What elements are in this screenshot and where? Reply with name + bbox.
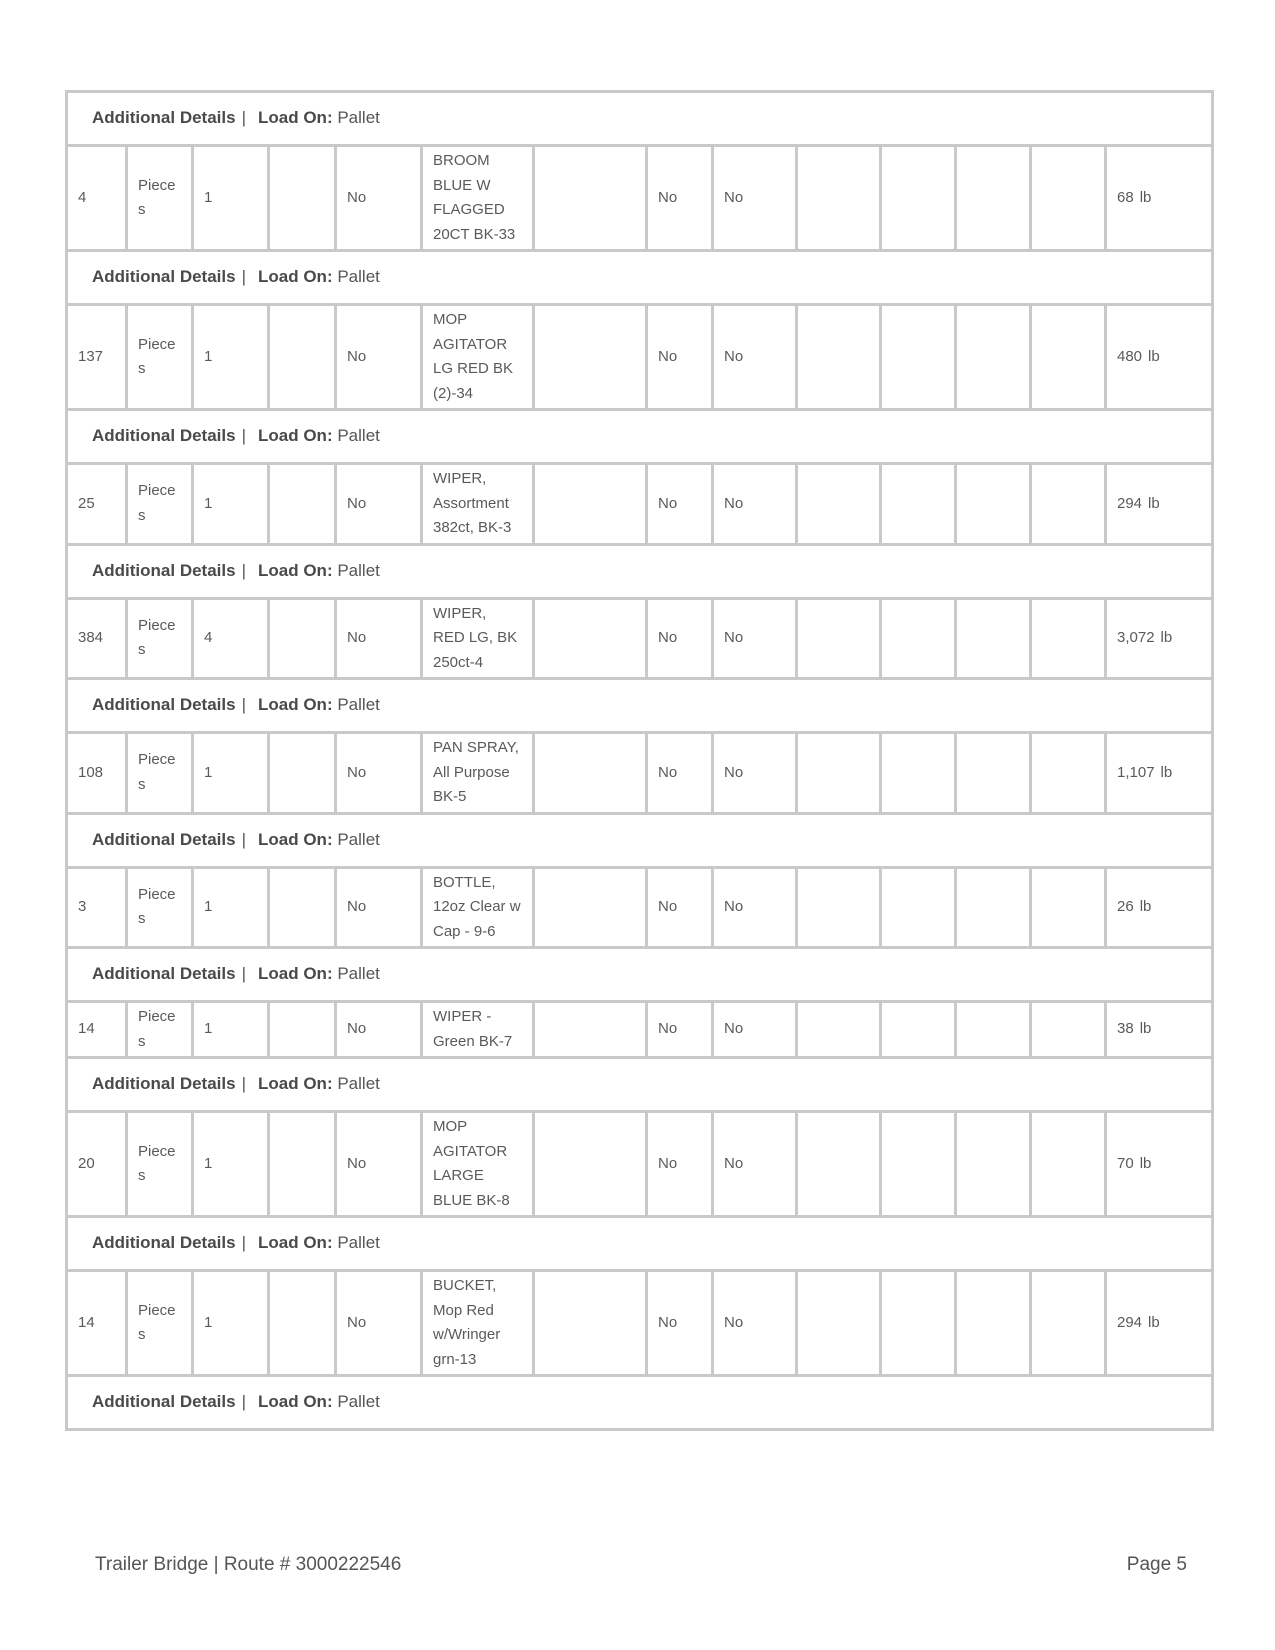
hazmat-cell: No (336, 1112, 422, 1217)
flag-cell: No (713, 146, 797, 251)
handling-units-cell: 1 (193, 464, 269, 545)
weight-unit: lb (1139, 1020, 1152, 1038)
quantity-cell: 25 (67, 464, 127, 545)
flag-cell: No (647, 733, 713, 814)
details-separator: | (241, 964, 246, 984)
load-on-label: Load On: (258, 426, 333, 446)
hazmat-cell: No (336, 733, 422, 814)
additional-details-row (67, 679, 1213, 733)
quantity-cell: 108 (67, 733, 127, 814)
additional-details-cell (67, 544, 1213, 598)
description-cell: BROOM BLUE W FLAGGED 20CT BK-33 (422, 146, 534, 251)
hazmat-cell: No (336, 305, 422, 410)
description-cell: MOP AGITATOR LG RED BK (2)-34 (422, 305, 534, 410)
additional-details-label: Additional Details (92, 1392, 236, 1412)
load-on-value: Pallet (337, 1074, 380, 1094)
freight-items-body (67, 92, 1213, 1430)
hazmat-cell: No (336, 867, 422, 948)
empty-cell (797, 464, 881, 545)
flag-cell: No (647, 464, 713, 545)
additional-details-label: Additional Details (92, 964, 236, 984)
empty-cell (269, 1002, 336, 1058)
details-separator: | (241, 695, 246, 715)
empty-cell (797, 867, 881, 948)
flag-cell: No (713, 867, 797, 948)
additional-details-label: Additional Details (92, 1074, 236, 1094)
load-on-label: Load On: (258, 560, 333, 580)
load-on-label: Load On: (258, 108, 333, 128)
additional-details-cell (67, 679, 1213, 733)
additional-details-label: Additional Details (92, 426, 236, 446)
flag-cell: No (647, 1271, 713, 1376)
empty-cell (269, 464, 336, 545)
empty-cell (797, 733, 881, 814)
hazmat-cell: No (336, 464, 422, 545)
unit-cell: Pieces (127, 1112, 193, 1217)
description-cell: MOP AGITATOR LARGE BLUE BK-8 (422, 1112, 534, 1217)
empty-cell (881, 1271, 956, 1376)
load-on-value: Pallet (337, 1233, 380, 1253)
flag-cell: No (713, 305, 797, 410)
additional-details-cell (67, 1058, 1213, 1112)
load-on-label: Load On: (258, 1074, 333, 1094)
unit-cell: Pieces (127, 146, 193, 251)
empty-cell (269, 867, 336, 948)
description-cell: BUCKET, Mop Red w/Wringer grn-13 (422, 1271, 534, 1376)
empty-cell (881, 305, 956, 410)
handling-units-cell: 1 (193, 733, 269, 814)
empty-cell (1031, 1112, 1106, 1217)
empty-cell (534, 464, 647, 545)
flag-cell: No (647, 598, 713, 679)
details-separator: | (241, 829, 246, 849)
additional-details-cell (67, 813, 1213, 867)
handling-units-cell: 1 (193, 1112, 269, 1217)
empty-cell (881, 598, 956, 679)
flag-cell: No (713, 1002, 797, 1058)
load-on-label: Load On: (258, 695, 333, 715)
unit-cell: Pieces (127, 464, 193, 545)
empty-cell (956, 733, 1031, 814)
empty-cell (797, 1271, 881, 1376)
empty-cell (881, 1002, 956, 1058)
load-on-value: Pallet (337, 560, 380, 580)
empty-cell (534, 305, 647, 410)
weight-value: 294 (1117, 494, 1143, 512)
load-on-label: Load On: (258, 829, 333, 849)
weight-cell (1106, 1271, 1213, 1376)
flag-cell: No (713, 1112, 797, 1217)
quantity-cell: 384 (67, 598, 127, 679)
weight-value: 26 (1117, 898, 1134, 915)
unit-cell: Pieces (127, 867, 193, 948)
additional-details-row (67, 948, 1213, 1002)
empty-cell (881, 733, 956, 814)
hazmat-cell: No (336, 1271, 422, 1376)
flag-cell: No (713, 598, 797, 679)
handling-units-cell: 1 (193, 146, 269, 251)
additional-details-cell (67, 92, 1213, 146)
additional-details-row (67, 1376, 1213, 1430)
details-separator: | (241, 1074, 246, 1094)
additional-details-cell (67, 251, 1213, 305)
empty-cell (881, 464, 956, 545)
weight-unit: lb (1139, 188, 1152, 206)
flag-cell: No (647, 1002, 713, 1058)
details-separator: | (241, 560, 246, 580)
empty-cell (881, 1112, 956, 1217)
flag-cell: No (713, 464, 797, 545)
unit-cell: Pieces (127, 305, 193, 410)
empty-cell (534, 1002, 647, 1058)
flag-cell: No (647, 1112, 713, 1217)
empty-cell (956, 146, 1031, 251)
empty-cell (1031, 1002, 1106, 1058)
handling-units-cell: 1 (193, 867, 269, 948)
additional-details-label: Additional Details (92, 695, 236, 715)
details-separator: | (241, 426, 246, 446)
weight-unit: lb (1139, 1154, 1152, 1172)
details-separator: | (241, 1233, 246, 1253)
quantity-cell: 14 (67, 1271, 127, 1376)
flag-cell: No (647, 867, 713, 948)
empty-cell (269, 305, 336, 410)
quantity-cell: 4 (67, 146, 127, 251)
load-on-value: Pallet (337, 267, 380, 287)
empty-cell (797, 305, 881, 410)
empty-cell (956, 867, 1031, 948)
weight-unit: lb (1148, 494, 1160, 512)
weight-value: 38 (1117, 1020, 1134, 1038)
empty-cell (269, 598, 336, 679)
load-on-label: Load On: (258, 267, 333, 287)
load-on-label: Load On: (258, 1392, 333, 1412)
empty-cell (797, 146, 881, 251)
additional-details-label: Additional Details (92, 829, 236, 849)
load-on-value: Pallet (337, 108, 380, 128)
additional-details-label: Additional Details (92, 1233, 236, 1253)
quantity-cell: 137 (67, 305, 127, 410)
additional-details-label: Additional Details (92, 108, 236, 128)
empty-cell (956, 305, 1031, 410)
empty-cell (1031, 598, 1106, 679)
additional-details-row (67, 813, 1213, 867)
weight-value: 480 (1117, 347, 1143, 365)
empty-cell (534, 1112, 647, 1217)
description-cell: BOTTLE, 12oz Clear w Cap - 9-6 (422, 867, 534, 948)
weight-unit: lb (1148, 1313, 1160, 1331)
hazmat-cell: No (336, 146, 422, 251)
table-row (67, 305, 1213, 410)
table-row (67, 1112, 1213, 1217)
empty-cell (797, 1002, 881, 1058)
empty-cell (956, 1002, 1031, 1058)
flag-cell: No (647, 146, 713, 251)
handling-units-cell: 1 (193, 305, 269, 410)
weight-cell (1106, 867, 1213, 948)
weight-cell (1106, 1112, 1213, 1217)
empty-cell (797, 598, 881, 679)
load-on-value: Pallet (337, 1392, 380, 1412)
description-cell: PAN SPRAY, All Purpose BK-5 (422, 733, 534, 814)
weight-cell (1106, 733, 1213, 814)
empty-cell (534, 867, 647, 948)
empty-cell (1031, 146, 1106, 251)
weight-unit: lb (1160, 629, 1173, 646)
unit-cell: Pieces (127, 733, 193, 814)
additional-details-cell (67, 1376, 1213, 1430)
load-on-value: Pallet (337, 829, 380, 849)
table-row (67, 1271, 1213, 1376)
empty-cell (534, 146, 647, 251)
description-cell: WIPER, Assortment 382ct, BK-3 (422, 464, 534, 545)
handling-units-cell: 4 (193, 598, 269, 679)
weight-cell (1106, 1002, 1213, 1058)
weight-cell (1106, 598, 1213, 679)
empty-cell (956, 1112, 1031, 1217)
load-on-value: Pallet (337, 695, 380, 715)
empty-cell (269, 1112, 336, 1217)
additional-details-row (67, 251, 1213, 305)
quantity-cell: 3 (67, 867, 127, 948)
handling-units-cell: 1 (193, 1271, 269, 1376)
additional-details-label: Additional Details (92, 267, 236, 287)
load-on-label: Load On: (258, 1233, 333, 1253)
quantity-cell: 20 (67, 1112, 127, 1217)
empty-cell (1031, 464, 1106, 545)
description-cell: WIPER, RED LG, BK 250ct-4 (422, 598, 534, 679)
additional-details-row (67, 92, 1213, 146)
empty-cell (534, 598, 647, 679)
empty-cell (534, 1271, 647, 1376)
empty-cell (881, 146, 956, 251)
weight-value: 294 (1117, 1313, 1143, 1331)
weight-cell (1106, 146, 1213, 251)
unit-cell: Pieces (127, 1002, 193, 1058)
empty-cell (1031, 1271, 1106, 1376)
load-on-label: Load On: (258, 964, 333, 984)
details-separator: | (241, 108, 246, 128)
load-on-value: Pallet (337, 426, 380, 446)
empty-cell (956, 598, 1031, 679)
weight-value: 3,072 (1117, 629, 1155, 646)
empty-cell (269, 1271, 336, 1376)
handling-units-cell: 1 (193, 1002, 269, 1058)
freight-items-table (65, 90, 1214, 1431)
empty-cell (797, 1112, 881, 1217)
description-cell: WIPER - Green BK-7 (422, 1002, 534, 1058)
additional-details-row (67, 410, 1213, 464)
empty-cell (1031, 733, 1106, 814)
empty-cell (534, 733, 647, 814)
empty-cell (269, 733, 336, 814)
weight-value: 68 (1117, 188, 1134, 206)
weight-value: 1,107 (1117, 763, 1155, 781)
weight-unit: lb (1139, 898, 1152, 915)
empty-cell (1031, 305, 1106, 410)
weight-value: 70 (1117, 1154, 1134, 1172)
table-row (67, 733, 1213, 814)
hazmat-cell: No (336, 1002, 422, 1058)
additional-details-cell (67, 1217, 1213, 1271)
additional-details-row (67, 1058, 1213, 1112)
details-separator: | (241, 267, 246, 287)
weight-unit: lb (1148, 347, 1160, 365)
empty-cell (269, 146, 336, 251)
additional-details-row (67, 544, 1213, 598)
flag-cell: No (713, 733, 797, 814)
empty-cell (881, 867, 956, 948)
weight-unit: lb (1160, 763, 1173, 781)
additional-details-label: Additional Details (92, 560, 236, 580)
table-row (67, 867, 1213, 948)
flag-cell: No (713, 1271, 797, 1376)
empty-cell (1031, 867, 1106, 948)
details-separator: | (241, 1392, 246, 1412)
empty-cell (956, 1271, 1031, 1376)
weight-cell (1106, 464, 1213, 545)
load-on-value: Pallet (337, 964, 380, 984)
quantity-cell: 14 (67, 1002, 127, 1058)
footer-page-number: Page 5 (1126, 1554, 1187, 1575)
table-row (67, 464, 1213, 545)
table-row (67, 1002, 1213, 1058)
additional-details-cell (67, 410, 1213, 464)
additional-details-cell (67, 948, 1213, 1002)
unit-cell: Pieces (127, 598, 193, 679)
flag-cell: No (647, 305, 713, 410)
unit-cell: Pieces (127, 1271, 193, 1376)
table-row (67, 146, 1213, 251)
footer-route-info: Trailer Bridge | Route # 3000222546 (95, 1554, 402, 1575)
empty-cell (956, 464, 1031, 545)
additional-details-row (67, 1217, 1213, 1271)
weight-cell (1106, 305, 1213, 410)
hazmat-cell: No (336, 598, 422, 679)
table-row (67, 598, 1213, 679)
